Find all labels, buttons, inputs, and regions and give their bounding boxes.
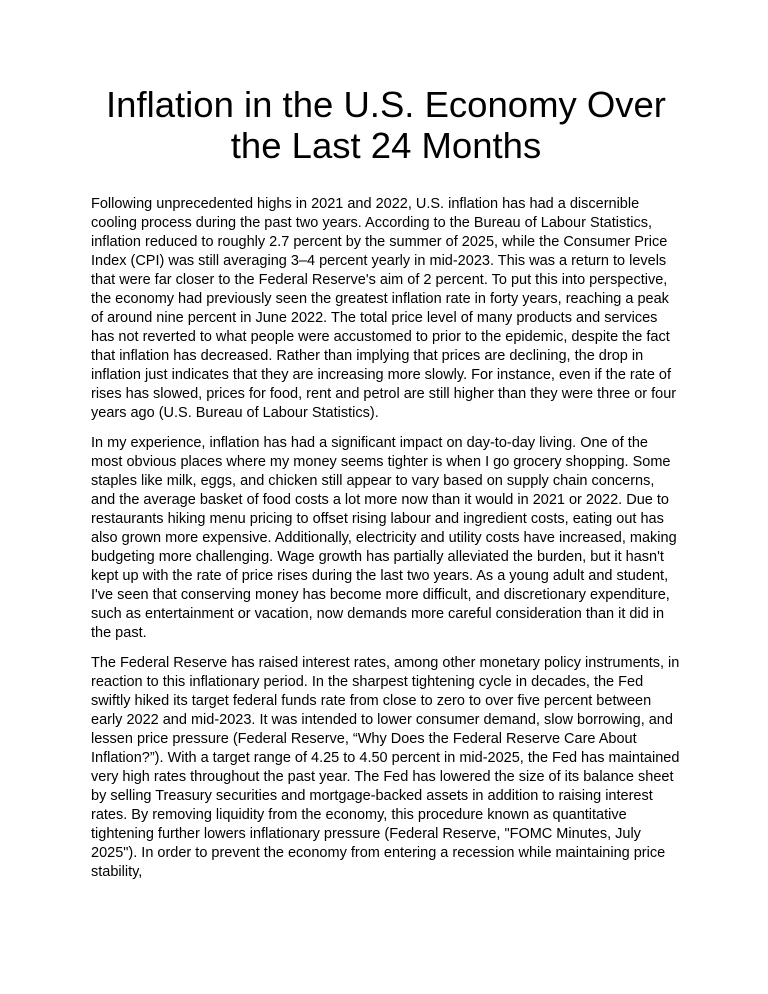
document-page: [91, 84, 681, 893]
document-body: [91, 195, 681, 882]
paragraph-3: The Federal Reserve has raised interest rates, among other monetary policy instruments, in reaction to this inflationary period. In the sharpest tightening cycle in decades, the Fed swiftly hiked its target federal funds rate from close to zero to over five percent between early 2022 and mid-2023. It was intended to lower consumer demand, slow borrowing, and lessen price pressure (Federal Reserve, “Why Does the Federal Reserve Care About Inflation?”). With a target range of 4.25 to 4.50 percent in mid-2025, the Fed has maintained very high rates throughout the past year. The Fed has lowered the size of its balance sheet by selling Treasury securities and mortgage-backed assets in addition to raising interest rates. By removing liquidity from the economy, this procedure known as quantitative tightening further lowers inflationary pressure (Federal Reserve, "FOMC Minutes, July 2025"). In order to prevent the economy from entering a recession while maintaining price stability,: [91, 655, 680, 880]
document-title: Inflation in the U.S. Economy Over the Last 24 Months: [106, 84, 666, 166]
paragraph-2: In my experience, inflation has had a significant impact on day-to-day living. One of the most obvious places where my money seems tighter is when I go grocery shopping. Some staples like milk, eggs, and chicken still appear to vary based on supply chain concerns, and the average basket of food costs a lot more now than it would in 2021 or 2022. Due to restaurants hiking menu pricing to offset rising labour and ingredient costs, eating out has also grown more expensive. Additionally, electricity and utility costs have increased, making budgeting more challenging. Wage growth has partially alleviated the burden, but it hasn't kept up with the rate of price rises during the last two years. As a young adult and student, I've seen that conserving money has become more difficult, and discretionary expenditure, such as entertainment or vacation, now demands more careful consideration than it did in the past.: [91, 435, 677, 641]
paragraph-1: Following unprecedented highs in 2021 and 2022, U.S. inflation has had a discernible cooling process during the past two years. According to the Bureau of Labour Statistics, inflation reduced to roughly 2.7 percent by the summer of 2025, while the Consumer Price Index (CPI) was still averaging 3–4 percent yearly in mid-2023. This was a return to levels that were far closer to the Federal Reserve's aim of 2 percent. To put this into perspective, the economy had previously seen the greatest inflation rate in forty years, reaching a peak of around nine percent in June 2022. The total price level of many products and services has not reverted to what people were accustomed to prior to the epidemic, despite the fact that inflation has decreased. Rather than implying that prices are declining, the drop in inflation just indicates that they are increasing more slowly. For instance, even if the rate of rises has slowed, prices for food, rent and petrol are still higher than they were three or four years ago (U.S. Bureau of Labour Statistics).: [91, 196, 677, 421]
